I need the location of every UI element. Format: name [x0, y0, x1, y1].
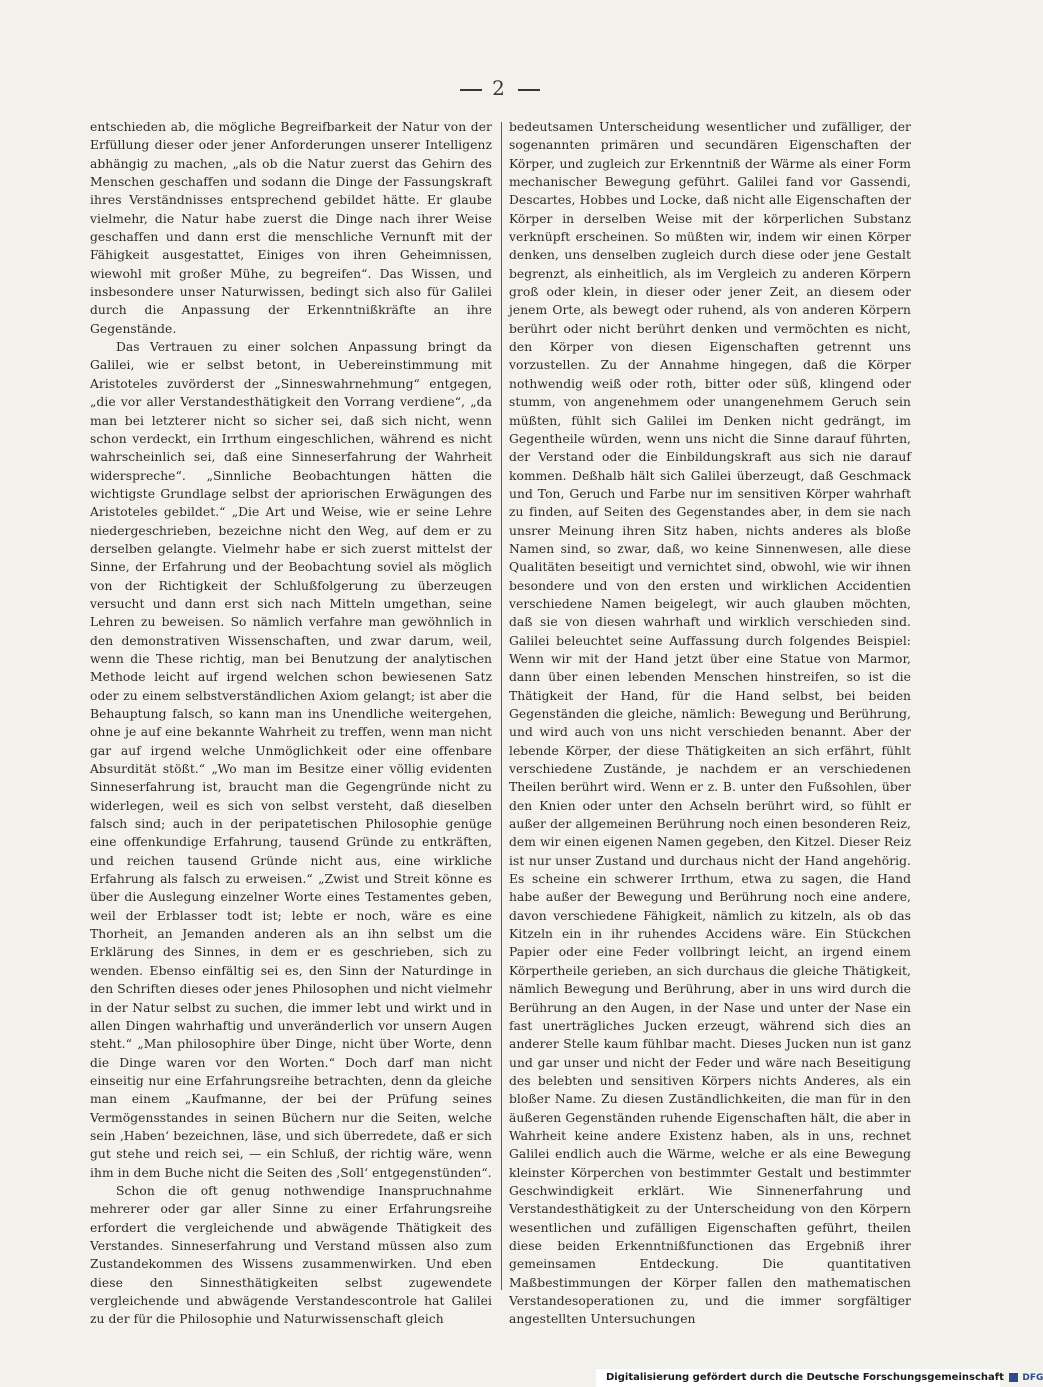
digitization-credit: [596, 1369, 1043, 1387]
right-paragraph-1: bedeutsamen Unterscheidung wesentlicher und zufälliger, der sogenannten primären und secundären Eigenschaften der Körper, und zugleich zur Erkenntniß der Wärme als einer Form mechanischer Bewegung geführt. Galilei fand vor Gassendi, Descartes, Hobbes und Locke, daß nicht alle Eigenschaften der Körper in derselben Weise mit der körperlichen Substanz verknüpft erscheinen. So müßten wir, indem wir einen Körper denken, uns denselben zugleich durch diese oder jene Gestalt begrenzt, als einheitlich, als im Vergleich zu anderen Körpern groß oder klein, in dieser oder jener Zeit, an diesem oder jenem Orte, als bewegt oder ruhend, als von anderen Körpern berührt oder nicht berührt denken und vermöchten es nicht, den Körper von diesen Eigenschaften getrennt uns vorzustellen. Zu der Annahme hingegen, daß die Körper nothwendig weiß oder roth, bitter oder süß, klingend oder stumm, von angenehmem oder unangenehmem Geruch sein müßten, fühlt sich Galilei im Denken nicht gedrängt, im Gegentheile würden, wenn uns nicht die Sinne darauf führten, der Verstand oder die Einbildungskraft aus sich nie darauf kommen. Deßhalb hält sich Galilei überzeugt, daß Geschmack und Ton, Geruch und Farbe nur im sensitiven Körper wahrhaft zu finden, auf Seiten des Gegenstandes aber, in dem sie nach unsrer Meinung ihren Sitz haben, nichts anderes als bloße Namen sind, so zwar, daß, wo keine Sinnenwesen, alle diese Qualitäten beseitigt und vernichtet sind, obwohl, wie wir ihnen besondere und von den ersten und wirklichen Accidentien verschiedene Namen beigelegt, wir auch glauben möchten, daß sie von diesen wahrhaft und wirklich verschieden sind. Galilei beleuchtet seine Auffassung durch folgendes Beispiel: Wenn wir mit der Hand jetzt über eine Statue von Marmor, dann über einen lebenden Menschen hinstreifen, so ist die Thätigkeit der Hand, für die Hand selbst, bei beiden Gegenständen die gleiche, nämlich: Bewegung und Berührung, und wird auch von uns nicht verschieden benannt. Aber der lebende Körper, der diese Thätigkeiten an sich erfährt, fühlt verschiedene Zustände, je nachdem er an verschiedenen Theilen berührt wird. Wenn er z. B. unter den Fußsohlen, über den Knien oder unter den Achseln berührt wird, so fühlt er außer der allgemeinen Berührung noch einen besonderen Reiz, dem wir einen eigenen Namen gegeben, den Kitzel. Dieser Reiz ist nur unser Zustand und durchaus nicht der Hand angehörig. Es scheine ein schwerer Irrthum, etwa zu sagen, die Hand habe außer der Bewegung und Berührung noch eine andere, davon verschiedene Fähigkeit, nämlich zu kitzeln, als ob das Kitzeln ein in ihr ruhendes Accidens wäre. Ein Stückchen Papier oder eine Feder vollbringt leicht, an irgend einem Körpertheile gerieben, an sich durchaus die gleiche Thätigkeit, nämlich Bewegung und Berührung, aber in uns wird durch die Berührung an den Augen, in der Nase und unter der Nase ein fast unerträgliches Jucken erzeugt, während sich dies an anderer Stelle kaum fühlbar macht. Dieses Jucken nun ist ganz und gar unser und nicht der Feder und wäre nach Beseitigung des belebten und sensitiven Körpers nichts Anderes, als ein bloßer Name. Zu diesen Zuständlichkeiten, die man für in den äußeren Gegenständen ruhende Eigenschaften hält, die aber in Wahrheit keine andere Existenz haben, als in uns, rechnet Galilei endlich auch die Wärme, welche er als eine Bewegung kleinster Körperchen von bestimmter Gestalt und bestimmter Geschwindigkeit erklärt. Wie Sinnenerfahrung und Verstandesthätigkeit zu der Unterscheidung von den Körpern wesentlichen und zufälligen Eigenschaften geführt, theilen diese beiden Erkenntnißfunctionen das Ergebniß ihrer gemeinsamen Entdeckung. Die quantitativen Maßbestimmungen der Körper fallen den mathematischen Verstandesoperationen zu, und die immer sorgfältiger angestellten Untersuchungen: [509, 120, 911, 1327]
page-header: [0, 76, 1000, 100]
column-divider: [501, 122, 502, 1290]
dfg-logo-text: DFG: [1022, 1373, 1043, 1383]
left-paragraph-3: Schon die oft genug nothwendige Inanspruchnahme mehrerer oder gar aller Sinne zu einer Erfahrungsreihe erfordert die vergleichende und abwägende Thätigkeit des Verstandes. Sinneserfahrung und Verstand müssen also zum Zustandekommen des Wissens zusammenwirken. Und eben diese den Sinnesthätigkeiten selbst zugewendete vergleichende und abwägende Verstandescontrole hat Galilei zu der für die Philosophie und Naturwissenschaft gleich: [90, 1183, 492, 1327]
left-paragraph-2: Das Vertrauen zu einer solchen Anpassung bringt da Galilei, wie er selbst betont, in Uebereinstimmung mit Aristoteles zuvörderst der „Sinneswahrnehmung“ entgegen, „die vor aller Verstandesthätigkeit den Vorrang verdiene“, „da man bei letzterer nicht so sicher sei, daß sich nicht, wenn schon verdeckt, ein Irrthum eingeschlichen, während es nicht wahrscheinlich sei, daß eine Sinneserfahrung der Wahrheit widerspreche“. „Sinnliche Beobachtungen hätten die wichtigste Grundlage selbst der apriorischen Erwägungen des Aristoteles gebildet.“ „Die Art und Weise, wie er seine Lehre niedergeschrieben, bezeichne nicht den Weg, auf dem er zu derselben gelangte. Vielmehr habe er sich zuerst mittelst der Sinne, der Erfahrung und der Beobachtung soviel als möglich von der Richtigkeit der Schlußfolgerung zu überzeugen versucht und dann erst sich nach Mitteln umgethan, seine Lehren zu beweisen. So nämlich verfahre man gewöhnlich in den demonstrativen Wissenschaften, und zwar darum, weil, wenn die These richtig, man bei Benutzung der analytischen Methode leicht auf irgend welchen schon bewiesenen Satz oder zu einem selbstverständlichen Axiom gelangt; ist aber die Behauptung falsch, so kann man ins Unendliche weitergehen, ohne je auf eine bekannte Wahrheit zu treffen, wenn man nicht gar auf irgend welche Unmöglichkeit oder eine offenbare Absurdität stößt.“ „Wo man im Besitze einer völlig evidenten Sinneserfahrung ist, braucht man die Gegengründe nicht zu widerlegen, weil es sich von selbst versteht, daß dieselben falsch sind; auch in der peripatetischen Philosophie genüge eine offenkundige Erfahrung, tausend Gründe zu entkräften, und reichen tausend Gründe nicht aus, eine wirkliche Erfahrung als falsch zu erweisen.“ „Zwist und Streit könne es über die Auslegung einzelner Worte eines Testamentes geben, weil der Erblasser todt ist; lebte er noch, wäre es eine Thorheit, an Jemanden anderen als an ihn selbst um die Erklärung des Sinnes, in dem er es geschrieben, sich zu wenden. Ebenso einfältig sei es, den Sinn der Naturdinge in den Schriften dieses oder jenes Philosophen und nicht vielmehr in der Natur selbst zu suchen, die immer lebt und wirkt und in allen Dingen wahrhaftig und unveränderlich vor unsern Augen steht.“ „Man philosophire über Dinge, nicht über Worte, denn die Dinge waren vor den Worten.“ Doch darf man nicht einseitig nur eine Erfahrungsreihe betrachten, denn da gleiche man einem „Kaufmanne, der bei der Prüfung seines Vermögensstandes in seinen Büchern nur die Seiten, welche sein ‚Haben‘ bezeichnen, läse, und sich überredete, daß er sich gut stehe und reich sei, — ein Schluß, der richtig wäre, wenn ihm in dem Buche nicht die Seiten des ‚Soll‘ entgegenstünden“.: [90, 340, 492, 1180]
left-column: [90, 118, 492, 1329]
header-dash-right: [518, 89, 540, 91]
left-paragraph-1: entschieden ab, die mögliche Begreifbarkeit der Natur von der Erfüllung dieser oder jener Anforderungen unserer Intelligenz abhängig zu machen, „als ob die Natur zuerst das Gehirn des Menschen geschaffen und sodann die Dinge der Fassungskraft ihres Verständnisses entsprechend gebildet hätte. Er glaube vielmehr, die Natur habe zuerst die Dinge nach ihrer Weise geschaffen und dann erst die menschliche Vernunft mit der Fähigkeit ausgestattet, Einiges von ihren Geheimnissen, wiewohl mit großer Mühe, zu begreifen“. Das Wissen, und insbesondere unser Naturwissen, bedingt sich also für Galilei durch die Anpassung der Erkenntnißkräfte an ihre Gegenstände.: [90, 120, 492, 336]
dfg-logo-icon: [1009, 1373, 1018, 1382]
page-number: 2: [492, 76, 508, 100]
credit-text: Digitalisierung gefördert durch die Deutsche Forschungsgemeinschaft: [606, 1372, 1004, 1383]
right-column: [509, 118, 911, 1329]
header-dash-left: [460, 89, 482, 91]
